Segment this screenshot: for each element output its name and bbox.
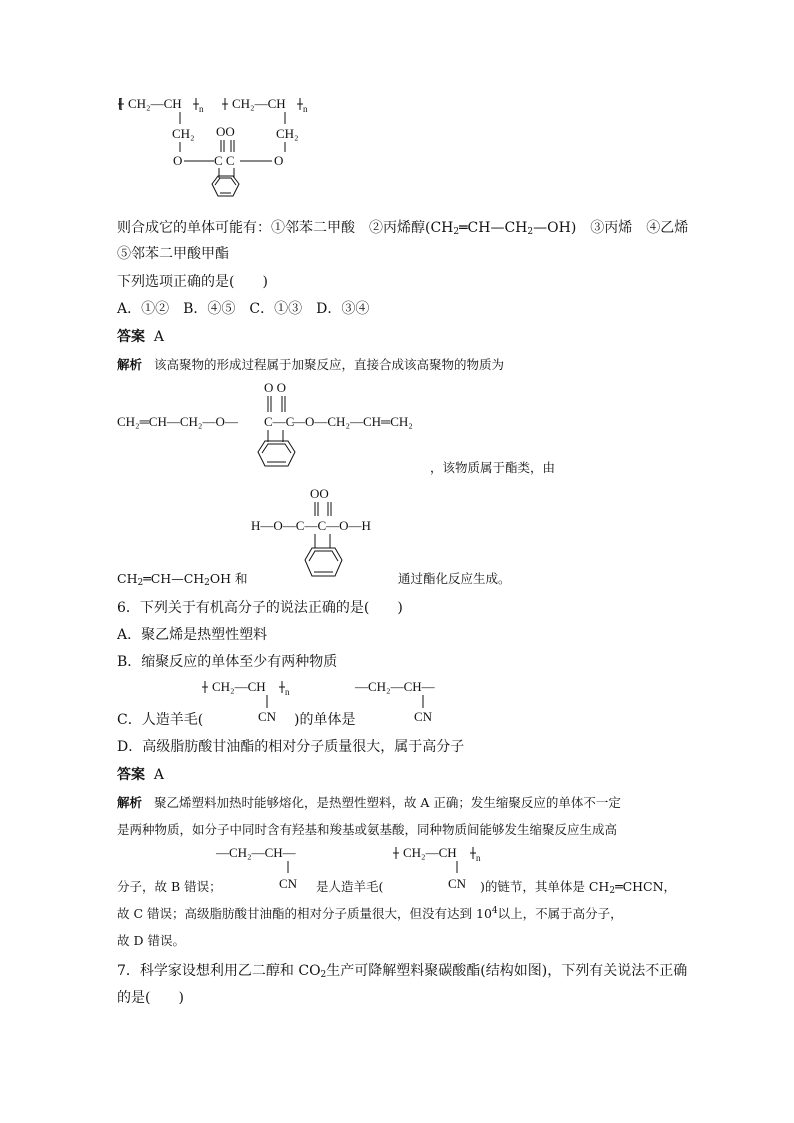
- right-ester-o: O: [274, 153, 284, 168]
- carbonyl-oxygens: OO: [216, 124, 235, 139]
- unit-cn-e: CN: [279, 876, 298, 891]
- left-ester-o: O: [173, 153, 183, 168]
- right-n: n: [303, 104, 308, 114]
- wool-n-e: n: [476, 853, 481, 863]
- q6-explain-4b: 4: [491, 906, 498, 916]
- wool-cn-c: CN: [258, 709, 277, 724]
- left-side-ch2: CH₂: [172, 126, 195, 141]
- q6-stem: 6．下列关于有机高分子的说法正确的是( ): [117, 600, 403, 616]
- q7-stem-line1: 7．科学家设想利用乙二醇和 $CO_2$生产可降解塑料聚碳酸酯(结构如图)，下列有关说法不正确: [117, 963, 688, 980]
- q5-explain-text-1: 该高聚物的形成过程属于加聚反应，直接合成该高聚物的物质为: [153, 357, 504, 372]
- q5-explain-2: ，该物质属于酯类，由: [430, 460, 556, 475]
- q6-answer-label: 答案: [117, 767, 145, 783]
- q5-explain-3-a: CH: [117, 571, 138, 586]
- q5-answer-label: 答案: [117, 329, 145, 345]
- q6-option-d: D．高级脂肪酸甘油酯的相对分子质量很大，属于高分子: [117, 739, 465, 755]
- q5-line1-part-c: —OH) ③丙烯 ④乙烯: [533, 220, 689, 236]
- unit-cn-c: CN: [414, 709, 433, 724]
- q6-answer-value: A: [153, 767, 165, 783]
- q6-explain-3d: ═CHCN，: [615, 879, 677, 894]
- q5-monomer-line: 则合成它的单体可能有：①邻苯二甲酸 ②丙烯醇$(CH_2═CH—CH_2—OH)$ ③丙烯 ④乙烯: [117, 220, 689, 237]
- q7-stem-line2: 的是( ): [117, 990, 184, 1006]
- wool-chain-e: CH₂—CH: [403, 845, 457, 860]
- q6-option-c-prefix: C．人造羊毛(: [117, 712, 204, 728]
- q6-explain-3a: 分子，故 B 错误；: [117, 879, 222, 894]
- q5-explain-3-end: 通过酯化反应生成。: [398, 571, 511, 586]
- unit-chain-c: —CH₂—CH—: [355, 679, 435, 694]
- acid-carbonyl-o: OO: [310, 486, 329, 501]
- acid-formula: H—O—C—C—O—H: [251, 518, 371, 533]
- q5-options: A．①② B．④⑤ C．①③ D．③④: [117, 301, 370, 317]
- q6-explain-2: 是两种物质，如分子中同时含有羟基和羧基或氨基酸，同种物质间能够发生缩聚反应生成高: [117, 822, 618, 837]
- left-chain-text: CH₂—CH: [128, 96, 182, 111]
- q5-explain-label: 解析: [117, 357, 143, 372]
- q7-line1-b: 生产可降解塑料聚碳酸酯(结构如图)，下列有关说法不正确: [326, 963, 688, 979]
- q6-explain-3b: 是人造羊毛(: [316, 879, 384, 894]
- right-chain-text: CH₂—CH: [232, 96, 286, 111]
- q6-option-b: B．缩聚反应的单体至少有两种物质: [117, 654, 338, 670]
- q5-line1-part-b: ═CH—CH: [459, 220, 528, 236]
- monomer-left: CH₂═CH—CH₂—O—: [117, 414, 238, 429]
- right-side-ch2: CH₂: [276, 126, 299, 141]
- q6-option-a: A．聚乙烯是热塑性塑料: [117, 627, 268, 643]
- q5-explain-3-b: ═CH—CH: [143, 571, 205, 586]
- q5-explain-3: $CH_2═CH—CH_2OH$ 和: [117, 571, 248, 588]
- monomer-right: —O—CH₂—CH═CH₂: [292, 414, 413, 429]
- wool-chain-c: CH₂—CH: [212, 679, 266, 694]
- q6-explain-4a: 故 C 错误；高级脂肪酸甘油酯的相对分子质量很大，但没有达到 10: [117, 906, 492, 921]
- q6-explain-5: 故 D 错误。: [117, 933, 185, 948]
- q5-explain-3-c: OH 和: [209, 571, 248, 586]
- carbonyl-carbons: C C: [214, 153, 235, 168]
- monomer-carbonyl-o: O O: [264, 380, 287, 395]
- q6-explain-label: 解析: [117, 795, 143, 810]
- q6-explain-3c: )的链节，其单体是 CH: [480, 879, 610, 894]
- q6-explain-4c: 以上，不属于高分子，: [497, 906, 623, 921]
- left-n: n: [199, 104, 204, 114]
- wool-cn-e: CN: [448, 876, 467, 891]
- q5-line1-part-a: 则合成它的单体可能有：①邻苯二甲酸 ②丙烯醇(CH: [117, 220, 454, 236]
- q6-option-c-suffix: )的单体是: [294, 712, 356, 728]
- left-bracket: ⁅: [118, 96, 124, 111]
- wool-n-c: n: [285, 687, 290, 697]
- q6-explain-4: [117, 905, 623, 923]
- monomer-center: C—C: [264, 414, 295, 429]
- q6-explain-3c-line: )的链节，其单体是 $CH_2═CHCN$，: [480, 879, 677, 896]
- q5-option-5-line: ⑤邻苯二甲酸甲酯: [117, 246, 229, 262]
- q6-explain-text-1: 聚乙烯塑料加热时能够熔化，是热塑性塑料，故 A 正确；发生缩聚反应的单体不一定: [153, 795, 621, 810]
- q7-line1-a: 7．科学家设想利用乙二醇和 CO: [117, 963, 321, 979]
- q5-prompt: 下列选项正确的是( ): [117, 274, 268, 290]
- q5-answer-value: A: [153, 329, 165, 345]
- unit-chain-e: —CH₂—CH—: [216, 845, 296, 860]
